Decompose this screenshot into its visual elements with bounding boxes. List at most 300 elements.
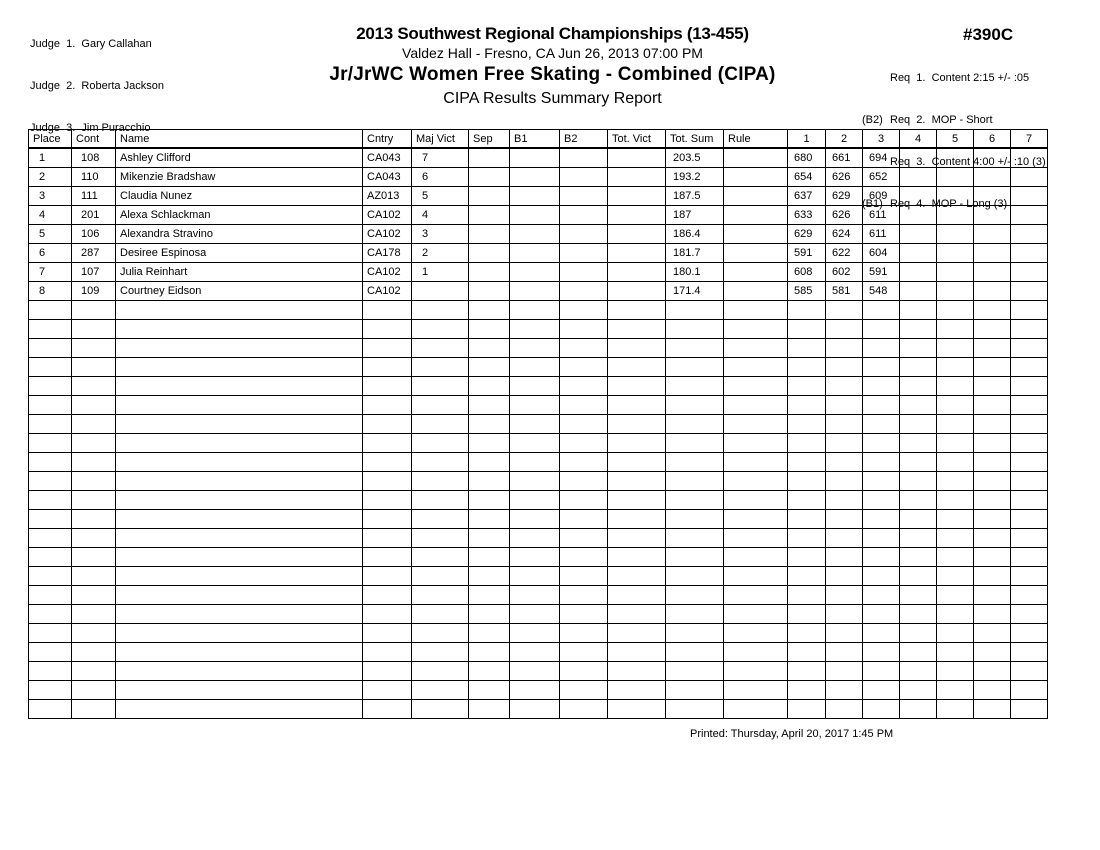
table-row (29, 225, 1048, 244)
table-body (29, 148, 1048, 719)
cell-judge-1 (788, 548, 826, 567)
cell-judge-2 (826, 624, 863, 643)
cell-maj-vict (412, 548, 469, 567)
cell-b1 (510, 148, 560, 168)
cell-judge-4 (900, 225, 937, 244)
cell-cntry (363, 358, 412, 377)
column-header-judge-2: 2 (826, 130, 863, 149)
cell-tot-sum (666, 643, 724, 662)
cell-b1 (510, 529, 560, 548)
cell-place (29, 491, 72, 510)
cell-maj-vict (412, 662, 469, 681)
cell-tot-vict (608, 643, 666, 662)
cell-b2 (560, 453, 608, 472)
cell-cont (72, 491, 116, 510)
event-name: Jr/JrWC Women Free Skating - Combined (CIPA) (329, 64, 776, 85)
cell-cont (72, 643, 116, 662)
cell-b1 (510, 320, 560, 339)
cell-judge-6 (974, 396, 1011, 415)
cell-judge-1: 633 (788, 206, 826, 225)
cell-cont: 109 (72, 282, 116, 301)
req-text: Req 2. MOP - Short (890, 114, 993, 126)
cell-name (116, 510, 363, 529)
cell-judge-4 (900, 472, 937, 491)
cell-place (29, 624, 72, 643)
cell-judge-4 (900, 662, 937, 681)
cell-b1 (510, 624, 560, 643)
cell-judge-1 (788, 643, 826, 662)
cell-judge-3: 609 (863, 187, 900, 206)
cell-judge-3: 611 (863, 225, 900, 244)
cell-cont: 110 (72, 168, 116, 187)
cell-sep (469, 434, 510, 453)
cell-tot-sum (666, 320, 724, 339)
cell-tot-sum (666, 339, 724, 358)
cell-sep (469, 225, 510, 244)
cell-judge-5 (937, 282, 974, 301)
cell-judge-4 (900, 244, 937, 263)
cell-cont: 111 (72, 187, 116, 206)
column-header-b1: B1 (510, 130, 560, 149)
cell-b1 (510, 396, 560, 415)
cell-tot-vict (608, 662, 666, 681)
cell-cont (72, 605, 116, 624)
cell-judge-7 (1011, 643, 1048, 662)
cell-judge-2 (826, 510, 863, 529)
cell-b2 (560, 168, 608, 187)
cell-cntry (363, 605, 412, 624)
cell-place (29, 605, 72, 624)
cell-b1 (510, 244, 560, 263)
cell-judge-1 (788, 586, 826, 605)
cell-sep (469, 548, 510, 567)
cell-judge-5 (937, 187, 974, 206)
cell-judge-5 (937, 510, 974, 529)
cell-judge-6 (974, 301, 1011, 320)
cell-tot-sum (666, 586, 724, 605)
cell-judge-6 (974, 415, 1011, 434)
cell-b2 (560, 700, 608, 719)
cell-tot-sum (666, 301, 724, 320)
cell-tot-vict (608, 681, 666, 700)
cell-rule (724, 225, 788, 244)
cell-judge-3 (863, 472, 900, 491)
empty-table-row (29, 548, 1048, 567)
judge-1 (30, 37, 164, 51)
cell-judge-7 (1011, 605, 1048, 624)
cell-name (116, 301, 363, 320)
cell-tot-sum: 171.4 (666, 282, 724, 301)
cell-judge-5 (937, 643, 974, 662)
cell-judge-7 (1011, 168, 1048, 187)
cell-name: Desiree Espinosa (116, 244, 363, 263)
cell-cntry (363, 453, 412, 472)
cell-judge-3 (863, 358, 900, 377)
cell-b1 (510, 377, 560, 396)
cell-sep (469, 662, 510, 681)
judge-name: Jim Puracchio (81, 122, 151, 134)
cell-cont (72, 396, 116, 415)
cell-sep (469, 187, 510, 206)
cell-judge-1 (788, 472, 826, 491)
cell-cont (72, 301, 116, 320)
cell-judge-2 (826, 567, 863, 586)
cell-maj-vict (412, 301, 469, 320)
cell-b1 (510, 491, 560, 510)
column-header-sep: Sep (469, 130, 510, 149)
cell-name: Ashley Clifford (116, 148, 363, 168)
cell-judge-4 (900, 434, 937, 453)
cell-judge-3 (863, 662, 900, 681)
cell-cntry (363, 301, 412, 320)
cell-judge-6 (974, 187, 1011, 206)
cell-judge-1 (788, 510, 826, 529)
cell-b1 (510, 168, 560, 187)
cell-maj-vict (412, 434, 469, 453)
cell-cont (72, 624, 116, 643)
cell-judge-2 (826, 434, 863, 453)
cell-judge-3 (863, 567, 900, 586)
cell-cont (72, 700, 116, 719)
cell-judge-7 (1011, 548, 1048, 567)
cell-b2 (560, 244, 608, 263)
cell-cont (72, 548, 116, 567)
cell-tot-sum (666, 358, 724, 377)
cell-judge-5 (937, 586, 974, 605)
cell-judge-4 (900, 491, 937, 510)
table-row (29, 206, 1048, 225)
cell-judge-3 (863, 396, 900, 415)
cell-cntry: AZ013 (363, 187, 412, 206)
empty-table-row (29, 339, 1048, 358)
cell-judge-4 (900, 415, 937, 434)
cell-cont (72, 377, 116, 396)
printed-timestamp: Printed: Thursday, April 20, 2017 1:45 PM (690, 728, 894, 740)
cell-judge-7 (1011, 510, 1048, 529)
cell-b2 (560, 377, 608, 396)
cell-cntry (363, 529, 412, 548)
cell-judge-6 (974, 472, 1011, 491)
cell-maj-vict (412, 453, 469, 472)
empty-table-row (29, 681, 1048, 700)
cell-judge-1 (788, 662, 826, 681)
cell-sep (469, 453, 510, 472)
cell-judge-5 (937, 529, 974, 548)
cell-maj-vict (412, 529, 469, 548)
cell-b1 (510, 263, 560, 282)
cell-judge-3 (863, 700, 900, 719)
cell-judge-7 (1011, 225, 1048, 244)
competition-title: 2013 Southwest Regional Championships (13-455) (356, 24, 749, 43)
cell-cntry (363, 510, 412, 529)
cell-cont (72, 529, 116, 548)
cell-judge-5 (937, 225, 974, 244)
cell-tot-vict (608, 529, 666, 548)
cell-place: 7 (29, 263, 72, 282)
cell-sep (469, 339, 510, 358)
empty-table-row (29, 643, 1048, 662)
cell-judge-6 (974, 529, 1011, 548)
cell-judge-1: 654 (788, 168, 826, 187)
cell-cntry (363, 643, 412, 662)
table-row (29, 244, 1048, 263)
cell-tot-sum: 181.7 (666, 244, 724, 263)
cell-judge-2: 622 (826, 244, 863, 263)
cell-judge-1 (788, 681, 826, 700)
cell-judge-2 (826, 472, 863, 491)
cell-tot-vict (608, 148, 666, 168)
empty-table-row (29, 434, 1048, 453)
cell-judge-7 (1011, 396, 1048, 415)
judges-list (30, 9, 164, 149)
table-row (29, 282, 1048, 301)
empty-table-row (29, 453, 1048, 472)
cell-b1 (510, 643, 560, 662)
cell-judge-1: 637 (788, 187, 826, 206)
cell-tot-vict (608, 396, 666, 415)
cell-judge-1 (788, 415, 826, 434)
req-prefix: (B1) (862, 198, 883, 210)
cell-tot-vict (608, 491, 666, 510)
cell-b2 (560, 643, 608, 662)
empty-table-row (29, 567, 1048, 586)
cell-cont (72, 415, 116, 434)
cell-cont (72, 681, 116, 700)
cell-name (116, 681, 363, 700)
column-header-b2: B2 (560, 130, 608, 149)
cell-tot-sum: 187.5 (666, 187, 724, 206)
cell-cntry (363, 548, 412, 567)
cell-judge-1 (788, 491, 826, 510)
cell-judge-4 (900, 453, 937, 472)
cell-b1 (510, 548, 560, 567)
cell-judge-1 (788, 567, 826, 586)
cell-tot-sum (666, 567, 724, 586)
cell-judge-3 (863, 681, 900, 700)
cell-judge-7 (1011, 662, 1048, 681)
column-header-judge-6: 6 (974, 130, 1011, 149)
cell-name (116, 700, 363, 719)
cell-sep (469, 263, 510, 282)
cell-b2 (560, 301, 608, 320)
cell-judge-1: 629 (788, 225, 826, 244)
cell-tot-vict (608, 510, 666, 529)
cell-judge-5 (937, 244, 974, 263)
cell-cntry (363, 339, 412, 358)
cell-judge-1 (788, 320, 826, 339)
cell-judge-2: 629 (826, 187, 863, 206)
cell-maj-vict (412, 377, 469, 396)
requirement-1 (862, 71, 1046, 85)
column-header-judge-3: 3 (863, 130, 900, 149)
table-row (29, 187, 1048, 206)
cell-maj-vict (412, 339, 469, 358)
cell-judge-3: 652 (863, 168, 900, 187)
cell-judge-5 (937, 301, 974, 320)
cell-tot-vict (608, 320, 666, 339)
req-text: Req 4. MOP - Long (3) (890, 198, 1008, 210)
cell-sep (469, 415, 510, 434)
cell-b1 (510, 681, 560, 700)
cell-tot-sum (666, 434, 724, 453)
cell-sep (469, 148, 510, 168)
empty-table-row (29, 320, 1048, 339)
cell-judge-2 (826, 643, 863, 662)
cell-tot-sum (666, 491, 724, 510)
cell-rule (724, 396, 788, 415)
cell-tot-sum: 203.5 (666, 148, 724, 168)
cell-place (29, 415, 72, 434)
cell-judge-3 (863, 320, 900, 339)
cell-tot-vict (608, 206, 666, 225)
cell-judge-6 (974, 148, 1011, 168)
cell-tot-sum (666, 415, 724, 434)
cell-judge-5 (937, 491, 974, 510)
cell-name (116, 624, 363, 643)
cell-rule (724, 700, 788, 719)
cell-cntry (363, 320, 412, 339)
cell-b1 (510, 662, 560, 681)
cell-place: 1 (29, 148, 72, 168)
cell-maj-vict (412, 567, 469, 586)
cell-cont: 201 (72, 206, 116, 225)
cell-cntry: CA043 (363, 168, 412, 187)
cell-judge-7 (1011, 282, 1048, 301)
event-id: #390C (963, 25, 1014, 44)
cell-judge-4 (900, 358, 937, 377)
cell-cntry: CA043 (363, 148, 412, 168)
cell-tot-vict (608, 301, 666, 320)
cell-judge-7 (1011, 681, 1048, 700)
cell-judge-6 (974, 282, 1011, 301)
cell-tot-vict (608, 282, 666, 301)
cell-rule (724, 586, 788, 605)
cell-judge-4 (900, 643, 937, 662)
cell-sep (469, 643, 510, 662)
cell-judge-2 (826, 605, 863, 624)
cell-judge-7 (1011, 301, 1048, 320)
cell-rule (724, 681, 788, 700)
cell-judge-5 (937, 377, 974, 396)
cell-judge-3: 611 (863, 206, 900, 225)
cell-cntry (363, 434, 412, 453)
cell-name: Julia Reinhart (116, 263, 363, 282)
cell-judge-3 (863, 643, 900, 662)
cell-b2 (560, 605, 608, 624)
empty-table-row (29, 510, 1048, 529)
column-header-cntry: Cntry (363, 130, 412, 149)
cell-b2 (560, 491, 608, 510)
cell-tot-vict (608, 700, 666, 719)
cell-judge-1: 591 (788, 244, 826, 263)
cell-name (116, 586, 363, 605)
cell-judge-1 (788, 453, 826, 472)
cell-tot-vict (608, 586, 666, 605)
cell-judge-7 (1011, 415, 1048, 434)
cell-cntry: CA178 (363, 244, 412, 263)
cell-rule (724, 148, 788, 168)
cell-judge-5 (937, 681, 974, 700)
cell-sep (469, 624, 510, 643)
cell-cntry: CA102 (363, 263, 412, 282)
cell-cont: 107 (72, 263, 116, 282)
cell-judge-3 (863, 491, 900, 510)
cell-judge-5 (937, 700, 974, 719)
cell-rule (724, 605, 788, 624)
cell-judge-5 (937, 548, 974, 567)
cell-sep (469, 358, 510, 377)
cell-judge-5 (937, 168, 974, 187)
cell-name (116, 548, 363, 567)
cell-tot-vict (608, 472, 666, 491)
cell-judge-4 (900, 510, 937, 529)
cell-judge-6 (974, 225, 1011, 244)
empty-table-row (29, 301, 1048, 320)
judge-label: Judge 3. (30, 122, 76, 134)
cell-judge-6 (974, 377, 1011, 396)
cell-judge-5 (937, 434, 974, 453)
cell-tot-sum (666, 662, 724, 681)
cell-cntry (363, 624, 412, 643)
cell-judge-2 (826, 453, 863, 472)
cell-b2 (560, 225, 608, 244)
cell-b2 (560, 529, 608, 548)
cell-rule (724, 415, 788, 434)
column-header-tot-vict: Tot. Vict (608, 130, 666, 149)
cell-judge-2 (826, 301, 863, 320)
cell-tot-sum (666, 396, 724, 415)
cell-judge-6 (974, 206, 1011, 225)
cell-judge-4 (900, 529, 937, 548)
cell-b1 (510, 225, 560, 244)
cell-judge-5 (937, 396, 974, 415)
cell-judge-5 (937, 624, 974, 643)
cell-b2 (560, 396, 608, 415)
cell-judge-3 (863, 510, 900, 529)
cell-place (29, 358, 72, 377)
empty-table-row (29, 605, 1048, 624)
cell-rule (724, 301, 788, 320)
cell-maj-vict (412, 643, 469, 662)
cell-cntry: CA102 (363, 225, 412, 244)
cell-sep (469, 320, 510, 339)
cell-place: 5 (29, 225, 72, 244)
cell-judge-5 (937, 263, 974, 282)
cell-judge-6 (974, 491, 1011, 510)
cell-sep (469, 700, 510, 719)
cell-judge-5 (937, 472, 974, 491)
cell-judge-1 (788, 434, 826, 453)
table-row (29, 148, 1048, 168)
table-header-row (29, 130, 1048, 149)
table-row (29, 168, 1048, 187)
cell-rule (724, 244, 788, 263)
cell-cont: 106 (72, 225, 116, 244)
cell-judge-1 (788, 529, 826, 548)
cell-name (116, 396, 363, 415)
cell-judge-2 (826, 320, 863, 339)
judge-name: Gary Callahan (81, 38, 152, 50)
cell-judge-5 (937, 415, 974, 434)
cell-judge-3 (863, 415, 900, 434)
cell-b1 (510, 339, 560, 358)
cell-place (29, 586, 72, 605)
cell-judge-2 (826, 377, 863, 396)
cell-judge-3 (863, 529, 900, 548)
req-text: Req 3. Content 4:00 +/- :10 (3) (890, 156, 1046, 168)
cell-place (29, 320, 72, 339)
cell-cntry (363, 681, 412, 700)
